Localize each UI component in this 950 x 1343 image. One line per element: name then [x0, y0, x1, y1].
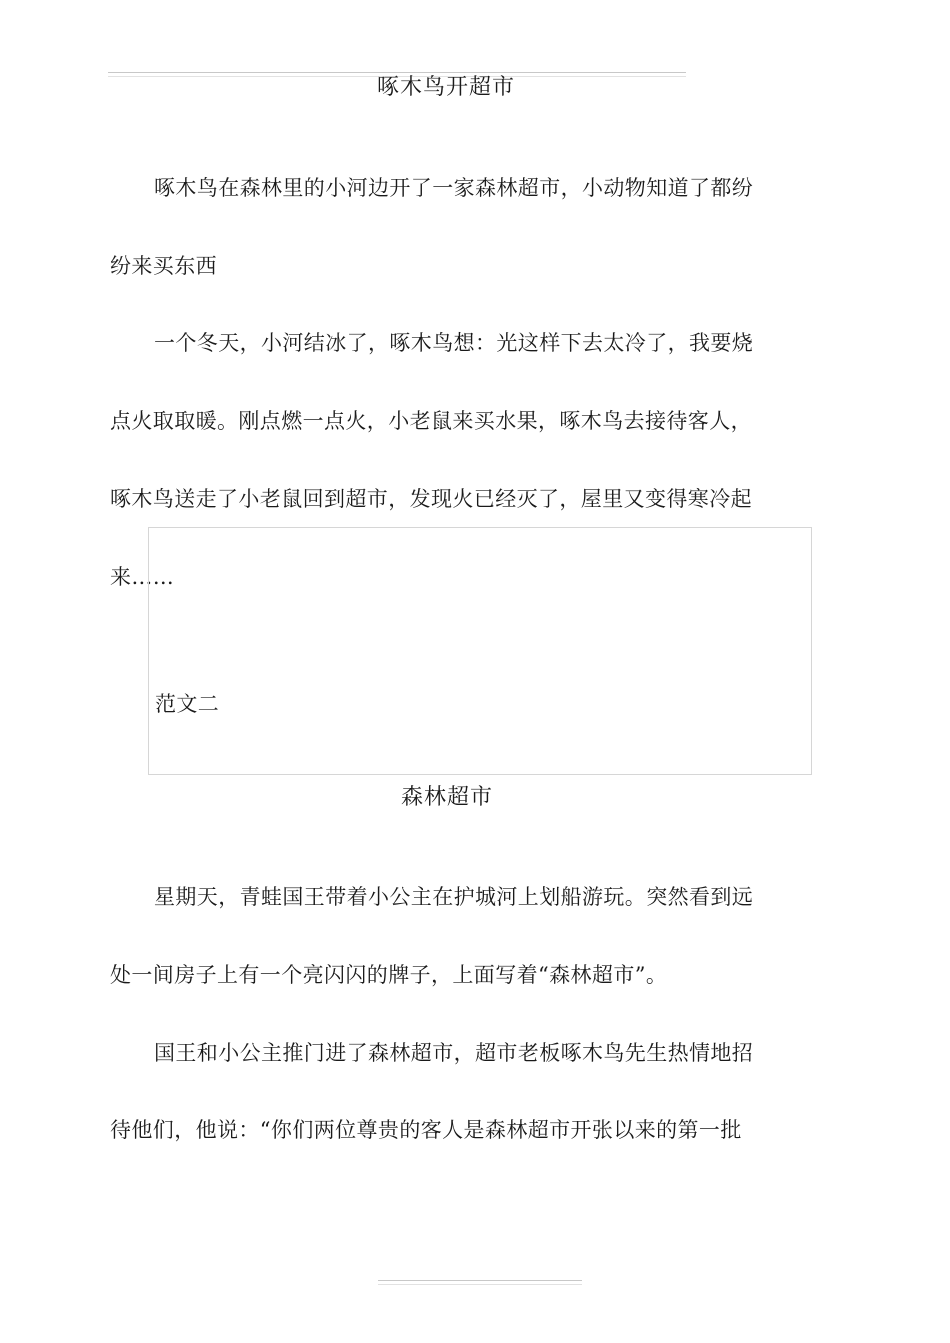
story2-line-1: 星期天，青蛙国王带着小公主在护城河上划船游玩。突然看到远 [154, 885, 754, 909]
overlay-frame [148, 527, 812, 775]
section-label: 范文二 [155, 692, 220, 716]
story1-line-6: 来…… [110, 565, 175, 589]
story2-line-3: 国王和小公主推门进了森林超市，超市老板啄木鸟先生热情地招 [154, 1041, 754, 1065]
page-footer-rule [378, 1280, 582, 1285]
story2-line-4: 待他们，他说：“你们两位尊贵的客人是森林超市开张以来的第一批 [110, 1118, 742, 1142]
story1-title: 啄木鸟开超市 [377, 75, 516, 100]
story1-line-4: 点火取取暖。刚点燃一点火，小老鼠来买水果，啄木鸟去接待客人， [110, 409, 752, 433]
story2-line-2: 处一间房子上有一个亮闪闪的牌子，上面写着“森林超市”。 [110, 963, 668, 987]
story2-title: 森林超市 [401, 785, 494, 810]
story1-line-5: 啄木鸟送走了小老鼠回到超市，发现火已经灭了，屋里又变得寒冷起 [110, 487, 752, 511]
story1-line-2: 纷来买东西 [110, 254, 217, 278]
story1-line-1: 啄木鸟在森林里的小河边开了一家森林超市，小动物知道了都纷 [154, 176, 754, 200]
story1-line-3: 一个冬天，小河结冰了，啄木鸟想：光这样下去太冷了，我要烧 [154, 331, 754, 355]
